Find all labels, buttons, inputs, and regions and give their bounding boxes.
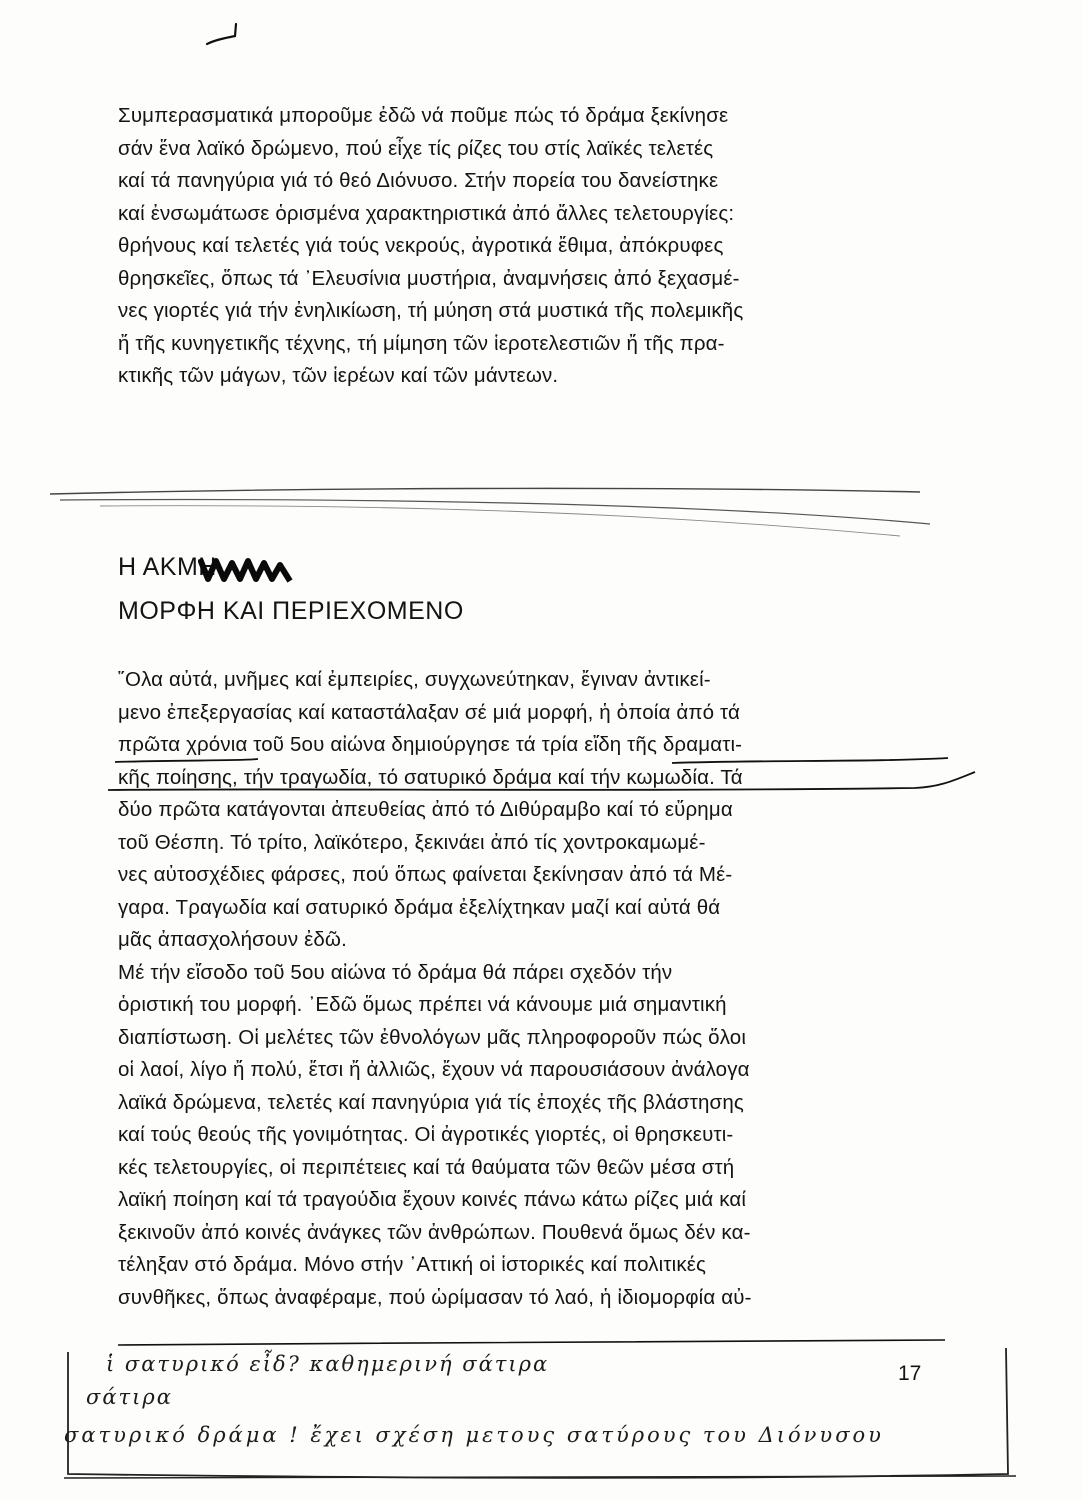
handwritten-note-line: σάτιρα: [86, 1385, 173, 1409]
text-line: διαπίστωση. Οἱ μελέτες τῶν ἐθνολόγων μᾶς πληροφοροῦν πώς ὅλοι: [118, 1025, 747, 1049]
text-line: καί ἐνσωμάτωσε ὁρισμένα χαρακτηριστικά ἀπό ἄλλες τελετουργίες:: [118, 201, 735, 225]
section-heading-akmi: Η ΑΚΜΗ: [118, 553, 217, 581]
text-line: Συμπερασματικά μποροῦμε ἐδῶ νά ποῦμε πώς τό δράμα ξεκίνησε: [118, 104, 729, 127]
text-line: τοῦ Θέσπη. Τό τρίτο, λαϊκότερο, ξεκινάει ἀπό τίς χοντροκαμωμέ-: [118, 830, 706, 854]
text-line: σάν ἕνα λαϊκό δρώμενο, πού εἶχε τίς ρίζες του στίς λαϊκές τελετές: [118, 136, 714, 160]
text-line: μᾶς ἀπασχολήσουν ἐδῶ.: [118, 928, 347, 951]
text-line: νες γιορτές γιά τήν ἐνηλικίωση, τή μύηση στά μυστικά τῆς πολεμικῆς: [118, 299, 744, 322]
text-line: πρῶτα χρόνια τοῦ 5ου αἰώνα δημιούργησε τά τρία εἴδη τῆς δραματι-: [118, 733, 743, 756]
text-line: κές τελετουργίες, οἱ περιπέτειες καί τά θαύματα τῶν θεῶν μέσα στή: [118, 1155, 735, 1179]
text-line: Μέ τήν εἴσοδο τοῦ 5ου αἰώνα τό δράμα θά πάρει σχεδόν τήν: [118, 960, 673, 984]
text-line: καί τούς θεούς τῆς γονιμότητας. Οἱ ἀγροτικές γιορτές, οἱ θρησκευτι-: [118, 1123, 734, 1146]
text-line: οἱ λαοί, λίγο ἤ πολύ, ἔτσι ἤ ἀλλιῶς, ἔχουν νά παρουσιάσουν ἀνάλογα: [118, 1058, 750, 1081]
page-number: 17: [898, 1362, 922, 1385]
handwritten-note-line: σατυρικό δράμα ! ἔχει σχέση μετους σατύρους του Διόνυσου: [64, 1423, 884, 1447]
text-line: λαϊκή ποίηση καί τά τραγούδια ἔχουν κοινές πάνω κάτω ρίζες μιά καί: [118, 1188, 747, 1211]
text-line: τέληξαν στό δράμα. Μόνο στήν ᾿Αττική οἱ ἱστορικές καί πολιτικές: [118, 1253, 707, 1276]
text-line: κτικῆς τῶν μάγων, τῶν ἱερέων καί τῶν μάντεων.: [118, 364, 559, 387]
text-line: θρήνους καί τελετές γιά τούς νεκρούς, ἀγροτικά ἔθιμα, ἀπόκρυφες: [118, 234, 724, 257]
text-line: λαϊκά δρώμενα, τελετές καί πανηγύρια γιά τίς ἐποχές τῆς βλάστησης: [118, 1090, 744, 1114]
text-line: ὁριστική του μορφή. ᾿Εδῶ ὅμως πρέπει νά κάνουμε μιά σημαντική: [118, 993, 727, 1016]
text-line: καί τά πανηγύρια γιά τό θεό Διόνυσο. Στήν πορεία του δανείστηκε: [118, 169, 719, 192]
text-line: ἤ τῆς κυνηγετικῆς τέχνης, τή μίμηση τῶν ἱεροτελεστιῶν ἤ τῆς πρα-: [118, 331, 725, 355]
underline-3-right: [672, 758, 948, 763]
text-line: θρησκεῖες, ὅπως τά ᾿Ελευσίνια μυστήρια, ἀναμνήσεις ἀπό ξεχασμέ-: [118, 266, 740, 290]
text-line: μενο ἐπεξεργασίας καί καταστάλαξαν σέ μιά μορφή, ἡ ὁποία ἀπό τά: [118, 700, 740, 724]
text-line: γαρα. Τραγωδία καί σατυρικό δράμα ἐξελίχτηκαν μαζί καί αὐτά θά: [118, 895, 721, 919]
underline-3-left: [115, 759, 258, 762]
handwritten-note-line: ἱ σατυρικό εἶδ? καθημερινή σάτιρα: [106, 1352, 550, 1376]
text-line: ξεκινοῦν ἀπό κοινές ἀνάγκες τῶν ἀνθρώπων. Πουθενά ὅμως δέν κα-: [118, 1220, 751, 1244]
text-line: νες αὐτοσχέδιες φάρσες, πού ὅπως φαίνεται ξεκίνησαν ἀπό τά Μέ-: [118, 863, 733, 886]
text-line: συνθῆκες, ὅπως ἀναφέραμε, πού ὡρίμασαν τό λαό, ἡ ἰδιομορφία αὐ-: [118, 1285, 752, 1309]
text-line: δύο πρῶτα κατάγονται ἀπευθείας ἀπό τό Διθύραμβο καί τό εὕρημα: [118, 798, 733, 821]
text-line: κῆς ποίησης, τήν τραγωδία, τό σατυρικό δράμα καί τήν κωμωδία. Τά: [118, 765, 743, 789]
text-line: ῞Ολα αὐτά, μνῆμες καί ἐμπειρίες, συγχωνεύτηκαν, ἔγιναν ἀντικεί-: [118, 668, 711, 691]
section-heading-morfi: ΜΟΡΦΗ ΚΑΙ ΠΕΡΙΕΧΟΜΕΝΟ: [118, 597, 464, 625]
underline-4: [108, 772, 975, 790]
